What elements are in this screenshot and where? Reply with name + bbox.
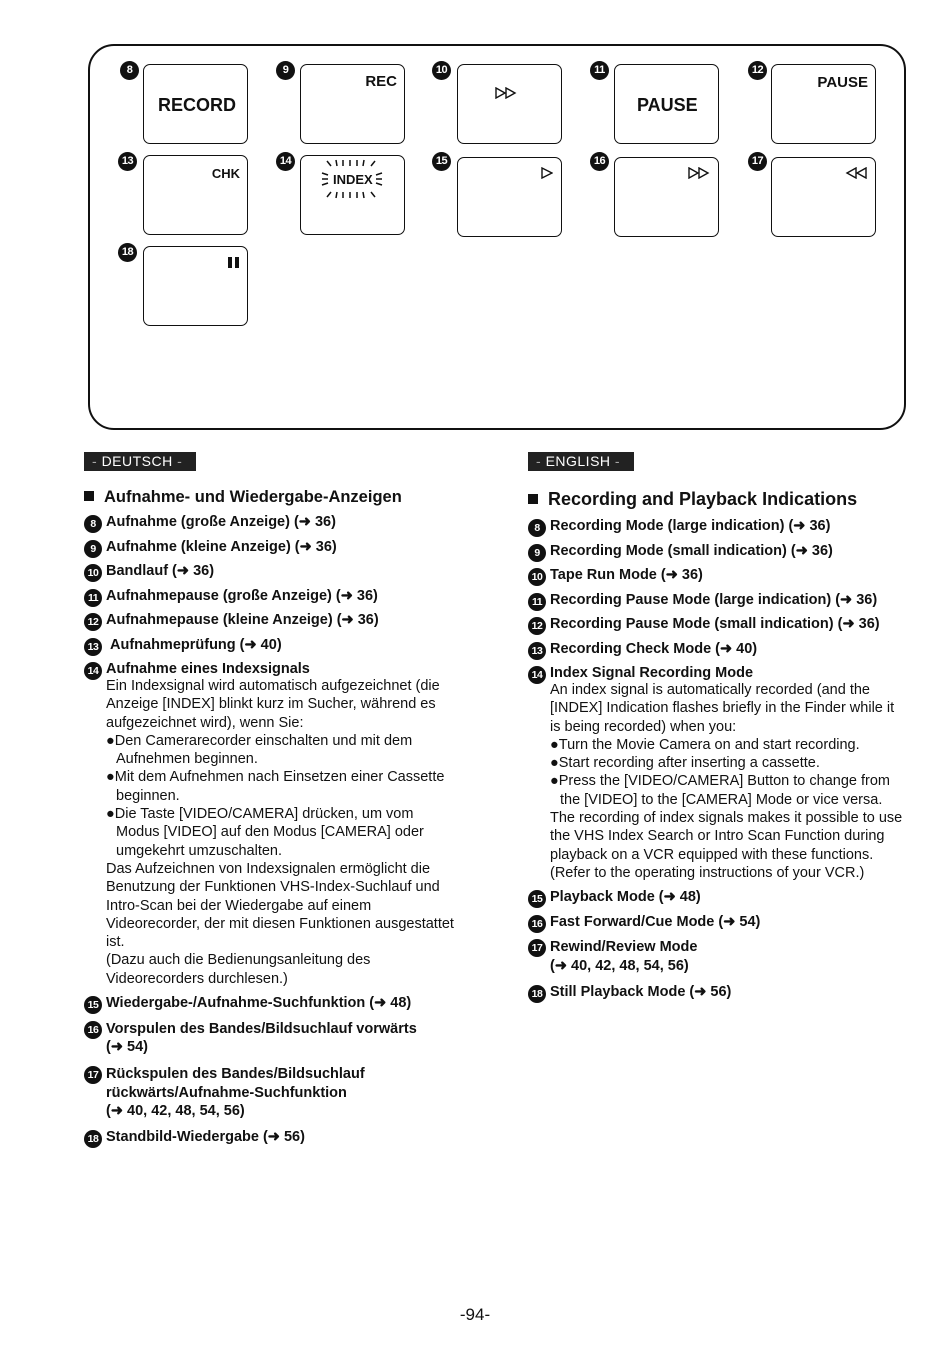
chk-indicator-text: CHK (211, 166, 240, 181)
list-item (528, 889, 908, 905)
item-title: Aufnahme eines Indexsignals (106, 661, 310, 677)
item-title: Wiedergabe-/Aufnahme-Suchfunktion (➜ 48) (106, 995, 412, 1012)
language-label-english: - ENGLISH - (528, 452, 634, 471)
item-number: 16 (84, 1021, 102, 1039)
item-number: 12 (84, 613, 102, 631)
record-indicator-text: RECORD (158, 95, 237, 115)
callout-number: 18 (118, 243, 137, 262)
item-number: 10 (528, 568, 546, 586)
item-title: Vorspulen des Bandes/Bildsuchlauf vorwärts (106, 1020, 417, 1037)
tile-record-small (300, 64, 405, 144)
list-item (528, 641, 908, 657)
tile-pause-large (614, 64, 719, 144)
rewind-icon (845, 167, 867, 179)
item-number: 16 (528, 915, 546, 933)
callout-number: 16 (590, 152, 609, 171)
pause-small-indicator-text: PAUSE (817, 74, 868, 91)
item-number: 8 (528, 519, 546, 537)
tile-tape-run (457, 64, 562, 144)
still-pause-icon (228, 257, 239, 268)
description-outro: The recording of index signals makes it possible to use the VHS Index Search or Intro Scan Function during playback on a VCR equipped with these functions. (550, 810, 903, 863)
list-item (528, 938, 908, 975)
tile-pause-small (771, 64, 876, 144)
item-title: Recording Mode (small indication) (➜ 36) (550, 542, 833, 559)
item-title: Aufnahme (große Anzeige) (➜ 36) (106, 514, 336, 530)
description-note: (Dazu auch die Bedienungsanleitung des Videorecorders durchlesen.) (106, 952, 371, 987)
deutsch-list (84, 514, 464, 1145)
item-description (550, 681, 904, 882)
item-number: 15 (528, 890, 546, 908)
bullet-point: ●Turn the Movie Camera on and start recording. (550, 736, 860, 753)
item-title: Aufnahmeprüfung (➜ 40) (110, 636, 282, 653)
item-number: 11 (528, 593, 546, 611)
tile-record-large (143, 64, 248, 144)
item-number: 11 (84, 589, 102, 607)
item-title: Aufnahme (kleine Anzeige) (➜ 36) (106, 538, 337, 555)
item-number: 14 (84, 662, 102, 680)
item-number: 14 (528, 666, 546, 684)
list-item (528, 914, 908, 930)
item-number: 15 (84, 996, 102, 1014)
item-number: 13 (528, 642, 546, 660)
item-number: 18 (528, 985, 546, 1003)
list-item (84, 995, 464, 1011)
item-title: Aufnahmepause (große Anzeige) (➜ 36) (106, 587, 378, 604)
bullet-point: ●Die Taste [VIDEO/CAMERA] drücken, um vom Modus [VIDEO] auf den Modus [CAMERA] oder umgekehrt umzuschalten. (106, 806, 424, 859)
item-title: Recording Pause Mode (large indication) (➜ 36) (550, 591, 878, 608)
list-item (84, 637, 464, 653)
list-item (528, 567, 908, 583)
bullet-point: ●Den Camerarecorder einschalten und mit dem Aufnehmen beginnen. (106, 732, 413, 768)
list-item (528, 616, 908, 632)
item-title: Rewind/Review Mode (550, 939, 698, 956)
item-title: Recording Check Mode (➜ 40) (550, 640, 758, 657)
callout-number: 17 (748, 152, 767, 171)
callout-number: 11 (590, 61, 609, 80)
item-title: Standbild-Wiedergabe (➜ 56) (106, 1129, 305, 1146)
list-item (84, 1129, 464, 1145)
list-item (528, 518, 908, 534)
bullet-point: ●Start recording after inserting a cassette. (550, 755, 820, 772)
tile-check (143, 155, 248, 235)
list-item (84, 539, 464, 555)
bullet-point: ●Mit dem Aufnehmen nach Einsetzen einer Cassette beginnen. (106, 769, 445, 804)
item-number: 12 (528, 617, 546, 635)
item-reference: (➜ 40, 42, 48, 54, 56) (550, 957, 689, 974)
list-item (528, 665, 908, 882)
list-item (84, 661, 464, 988)
callout-number: 14 (276, 152, 295, 171)
list-item (528, 984, 908, 1000)
pause-indicator-text: PAUSE (637, 95, 698, 115)
list-item (528, 592, 908, 608)
item-title: Recording Pause Mode (small indication) (➜ 36) (550, 616, 880, 632)
language-label-text: DEUTSCH (101, 453, 173, 469)
english-list (528, 518, 908, 1000)
fast-forward-icon (495, 87, 517, 99)
item-description (106, 677, 456, 988)
callout-number: 13 (118, 152, 137, 171)
item-number: 18 (84, 1130, 102, 1148)
item-title: Tape Run Mode (➜ 36) (550, 567, 703, 583)
tile-playback (457, 157, 562, 237)
item-title: Rückspulen des Bandes/Bildsuchlauf rückwärts/Aufnahme-Suchfunktion (106, 1066, 365, 1101)
tile-rewind (771, 157, 876, 237)
item-number: 13 (84, 638, 102, 656)
item-title: Playback Mode (➜ 48) (550, 889, 701, 906)
callout-number: 12 (748, 61, 767, 80)
list-item (84, 563, 464, 579)
tile-still (143, 246, 248, 326)
play-icon (541, 167, 553, 179)
item-number: 10 (84, 564, 102, 582)
section-heading-deutsch (84, 488, 402, 507)
list-item (84, 514, 464, 530)
language-label-deutsch: - DEUTSCH - (84, 452, 196, 471)
list-item (84, 588, 464, 604)
description-intro: Ein Indexsignal wird automatisch aufgezeichnet (die Anzeige [INDEX] blinkt kurz im Sucher, während es aufgezeichnet wird), wenn Sie: (106, 678, 440, 731)
item-number: 17 (84, 1066, 102, 1084)
tile-index (300, 155, 405, 235)
item-title: Recording Mode (large indication) (➜ 36) (550, 518, 831, 534)
fast-forward-icon (688, 167, 710, 179)
section-heading-english (528, 489, 857, 510)
callout-number: 9 (276, 61, 295, 80)
list-item (84, 1065, 406, 1121)
list-item (528, 543, 908, 559)
callout-number: 15 (432, 152, 451, 171)
index-indicator-text: INDEX (333, 172, 373, 187)
item-title: Aufnahmepause (kleine Anzeige) (➜ 36) (106, 612, 379, 628)
description-outro: Das Aufzeichnen von Indexsignalen ermöglicht die Benutzung der Funktionen VHS-Index-Suchlauf und Intro-Scan bei der Wiedergabe auf einem Videorecorder, der mit diesen Funktionen ausgestattet ist. (106, 860, 454, 951)
bullet-point: ●Press the [VIDEO/CAMERA] Button to change from the [VIDEO] to the [CAMERA] Mode or vice versa. (550, 773, 890, 808)
item-number: 17 (528, 939, 546, 957)
item-number: 9 (528, 544, 546, 562)
item-reference: (➜ 54) (106, 1039, 148, 1056)
item-title: Still Playback Mode (➜ 56) (550, 983, 732, 1000)
description-intro: An index signal is automatically recorded (and the [INDEX] Indication flashes briefly in the Finder while it is being recorded) when you: (550, 682, 895, 735)
list-item (84, 612, 464, 628)
callout-number: 10 (432, 61, 451, 80)
language-label-text: ENGLISH (545, 453, 611, 469)
heading-text: Recording and Playback Indications (548, 489, 858, 509)
item-number: 8 (84, 515, 102, 533)
callout-number: 8 (120, 61, 139, 80)
tile-fast-forward (614, 157, 719, 237)
description-note: (Refer to the operating instructions of your VCR.) (550, 864, 865, 881)
list-item (84, 1020, 464, 1057)
item-reference: (➜ 40, 42, 48, 54, 56) (106, 1103, 245, 1120)
page-number: -94- (459, 1305, 491, 1324)
item-number: 9 (84, 540, 102, 558)
rec-indicator-text: REC (365, 73, 397, 90)
heading-text: Aufnahme- und Wiedergabe-Anzeigen (104, 488, 402, 506)
item-title: Index Signal Recording Mode (550, 665, 754, 681)
item-title: Fast Forward/Cue Mode (➜ 54) (550, 913, 761, 930)
item-title: Bandlauf (➜ 36) (106, 563, 215, 579)
